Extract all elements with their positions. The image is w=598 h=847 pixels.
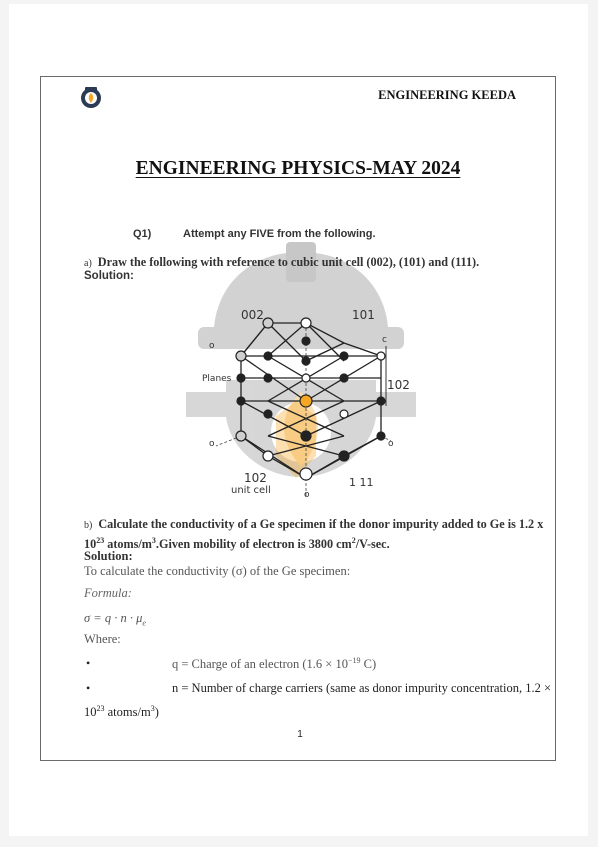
definition-q-main: q = Charge of an electron (1.6 × 10 bbox=[172, 657, 348, 672]
definition-q-end: C) bbox=[360, 657, 377, 672]
formula-main: σ = q · n · μ bbox=[84, 611, 143, 625]
question-instruction: Attempt any FIVE from the following. bbox=[183, 228, 376, 240]
definition-n-cont-exp1: 23 bbox=[96, 704, 105, 713]
part-b-text-2: atoms/m bbox=[104, 537, 152, 552]
part-b-exp-2: 3 bbox=[151, 536, 156, 545]
label-111: 1 11 bbox=[349, 476, 374, 489]
part-b-text-1: Calculate the conductivity of a Ge specimen if the donor impurity added to Ge is 1.2 x 10 bbox=[84, 517, 544, 552]
part-a-question bbox=[84, 255, 554, 270]
part-b-intro: To calculate the conductivity (σ) of the Ge specimen: bbox=[84, 564, 351, 578]
part-a-tag: a) bbox=[84, 258, 92, 269]
definition-q-exp: −19 bbox=[347, 656, 361, 665]
formula-sub: e bbox=[142, 618, 146, 628]
page-title: ENGINEERING PHYSICS-MAY 2024 bbox=[135, 158, 461, 179]
label-o-bottom-left: o bbox=[209, 439, 215, 449]
part-a-text: Draw the following with reference to cubic unit cell (002), (101) and (111). bbox=[97, 255, 480, 269]
definition-n-continued bbox=[84, 704, 159, 720]
where-label: Where: bbox=[84, 632, 121, 646]
definition-n-cont-exp2: 3 bbox=[150, 704, 155, 713]
bullet-1: • bbox=[86, 656, 91, 670]
cubic-planes-diagram bbox=[196, 306, 410, 500]
label-unit-cell: unit cell bbox=[231, 485, 271, 496]
part-b-question bbox=[84, 517, 554, 552]
part-b-solution-label: Solution: bbox=[84, 549, 133, 563]
label-o-bottom: o bbox=[304, 490, 310, 500]
part-a-solution-label: Solution: bbox=[84, 270, 134, 282]
part-b-exp-1: 23 bbox=[96, 536, 105, 545]
part-b-text-4: /V-sec. bbox=[355, 537, 390, 552]
page-number: 1 bbox=[297, 729, 303, 740]
part-b-text-3: .Given mobility of electron is 3800 cm bbox=[155, 537, 352, 552]
part-b-exp-3: 2 bbox=[351, 536, 356, 545]
definition-q bbox=[172, 656, 376, 672]
label-planes: Planes bbox=[202, 374, 232, 384]
label-102-right: 102 bbox=[387, 378, 410, 392]
definition-n: n = Number of charge carriers (same as donor impurity concentration, 1.2 × bbox=[172, 681, 552, 695]
part-b-tag: b) bbox=[84, 520, 93, 531]
definition-n-cont-a: 10 bbox=[84, 705, 97, 720]
label-002: 002 bbox=[241, 308, 264, 322]
label-o-left: o bbox=[209, 341, 215, 351]
definition-n-cont-c: ) bbox=[154, 705, 159, 720]
bullet-2: • bbox=[86, 681, 91, 695]
header-brand: ENGINEERING KEEDA bbox=[378, 88, 516, 102]
label-101-top: 101 bbox=[352, 308, 375, 322]
question-number: Q1) bbox=[133, 228, 152, 240]
label-c: c bbox=[382, 335, 387, 345]
formula-label: Formula: bbox=[84, 586, 132, 600]
label-o-right: o bbox=[388, 439, 394, 449]
label-102-bottom: 102 bbox=[244, 471, 267, 485]
formula bbox=[84, 611, 146, 628]
definition-n-cont-b: atoms/m bbox=[104, 705, 151, 720]
